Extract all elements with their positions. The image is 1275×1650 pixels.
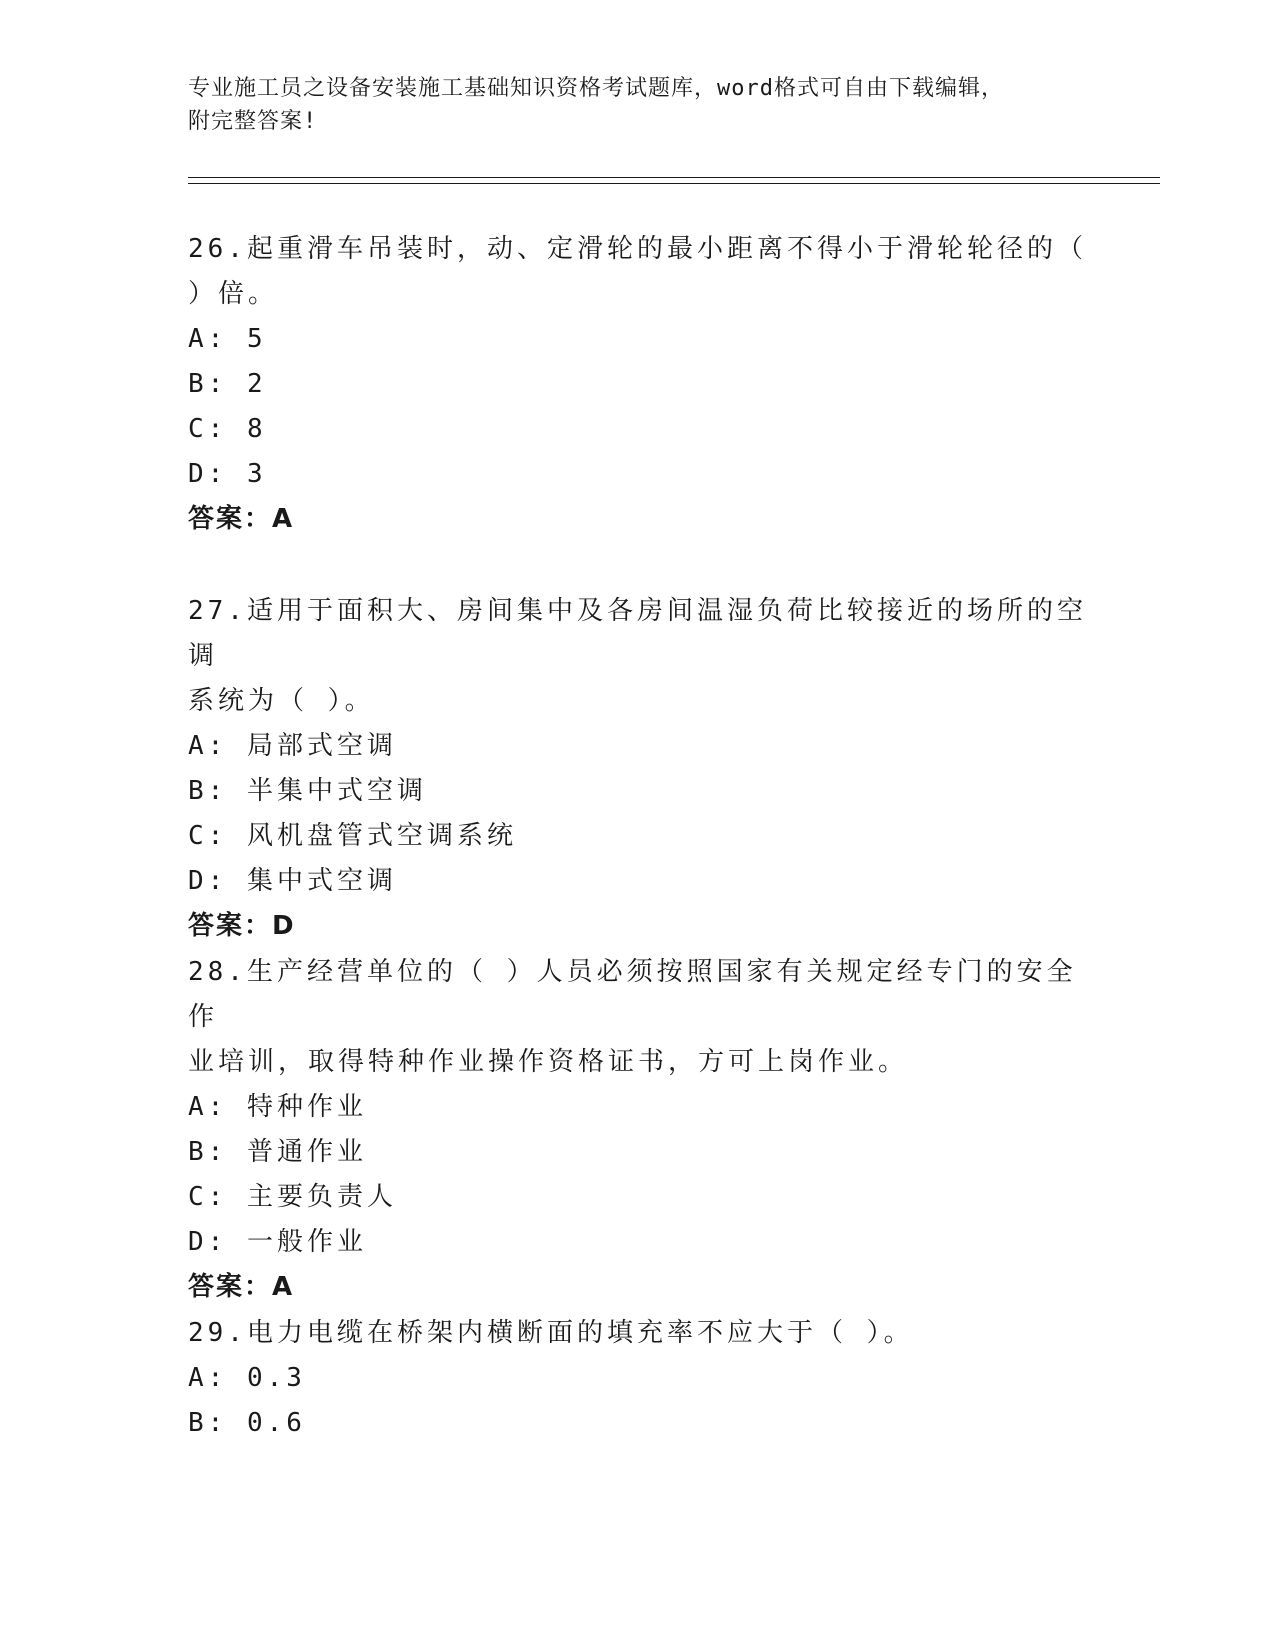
- answer-value: A: [272, 1272, 295, 1302]
- header-divider-top: [188, 177, 1160, 178]
- option-d: D: 一般作业: [188, 1227, 367, 1257]
- option-b: B: 0.6: [188, 1408, 306, 1438]
- option-d: D: 集中式空调: [188, 866, 397, 896]
- header-divider-bottom: [188, 183, 1160, 184]
- option-b: B: 普通作业: [188, 1137, 367, 1167]
- document-header: [188, 72, 1068, 138]
- question-stem-line: 29.电力电缆在桥架内横断面的填充率不应大于（ ）。: [188, 1318, 914, 1348]
- question-26: [188, 227, 1088, 542]
- option-a: A: 0.3: [188, 1363, 306, 1393]
- option-b: B: 2: [188, 369, 267, 399]
- question-stem-line: 27.适用于面积大、房间集中及各房间温湿负荷比较接近的场所的空调: [188, 596, 1087, 671]
- question-stem-line: 28.生产经营单位的（ ）人员必须按照国家有关规定经专门的安全作: [188, 957, 1077, 1032]
- answer-line: [188, 1265, 1088, 1310]
- answer-label: 答案：: [188, 911, 273, 941]
- option-c: C: 主要负责人: [188, 1182, 397, 1212]
- question-stem-line: 26.起重滑车吊装时，动、定滑轮的最小距离不得小于滑轮轮径的（: [188, 234, 1087, 264]
- question-29: [188, 1311, 1088, 1446]
- question-stem-line: ）倍。: [188, 279, 279, 309]
- option-c: C: 8: [188, 414, 267, 444]
- answer-value: D: [272, 911, 296, 941]
- question-stem-line: 业培训，取得特种作业操作资格证书，方可上岗作业。: [188, 1047, 909, 1077]
- answer-line: [188, 497, 1088, 542]
- option-d: D: 3: [188, 459, 267, 489]
- option-a: A: 特种作业: [188, 1092, 367, 1122]
- header-intro-line-1: 专业施工员之设备安装施工基础知识资格考试题库，word格式可自由下载编辑，: [188, 76, 1004, 101]
- question-stem-line: 系统为（ ）。: [188, 686, 375, 716]
- option-b: B: 半集中式空调: [188, 776, 427, 806]
- answer-label: 答案：: [188, 504, 273, 534]
- option-c: C: 风机盘管式空调系统: [188, 821, 517, 851]
- answer-label: 答案：: [188, 1272, 273, 1302]
- answer-value: A: [272, 504, 295, 534]
- header-intro-line-2: 附完整答案!: [188, 109, 318, 134]
- option-a: A: 局部式空调: [188, 731, 397, 761]
- answer-line: [188, 904, 1088, 949]
- option-a: A: 5: [188, 324, 267, 354]
- question-27: [188, 589, 1088, 949]
- question-28: [188, 950, 1088, 1310]
